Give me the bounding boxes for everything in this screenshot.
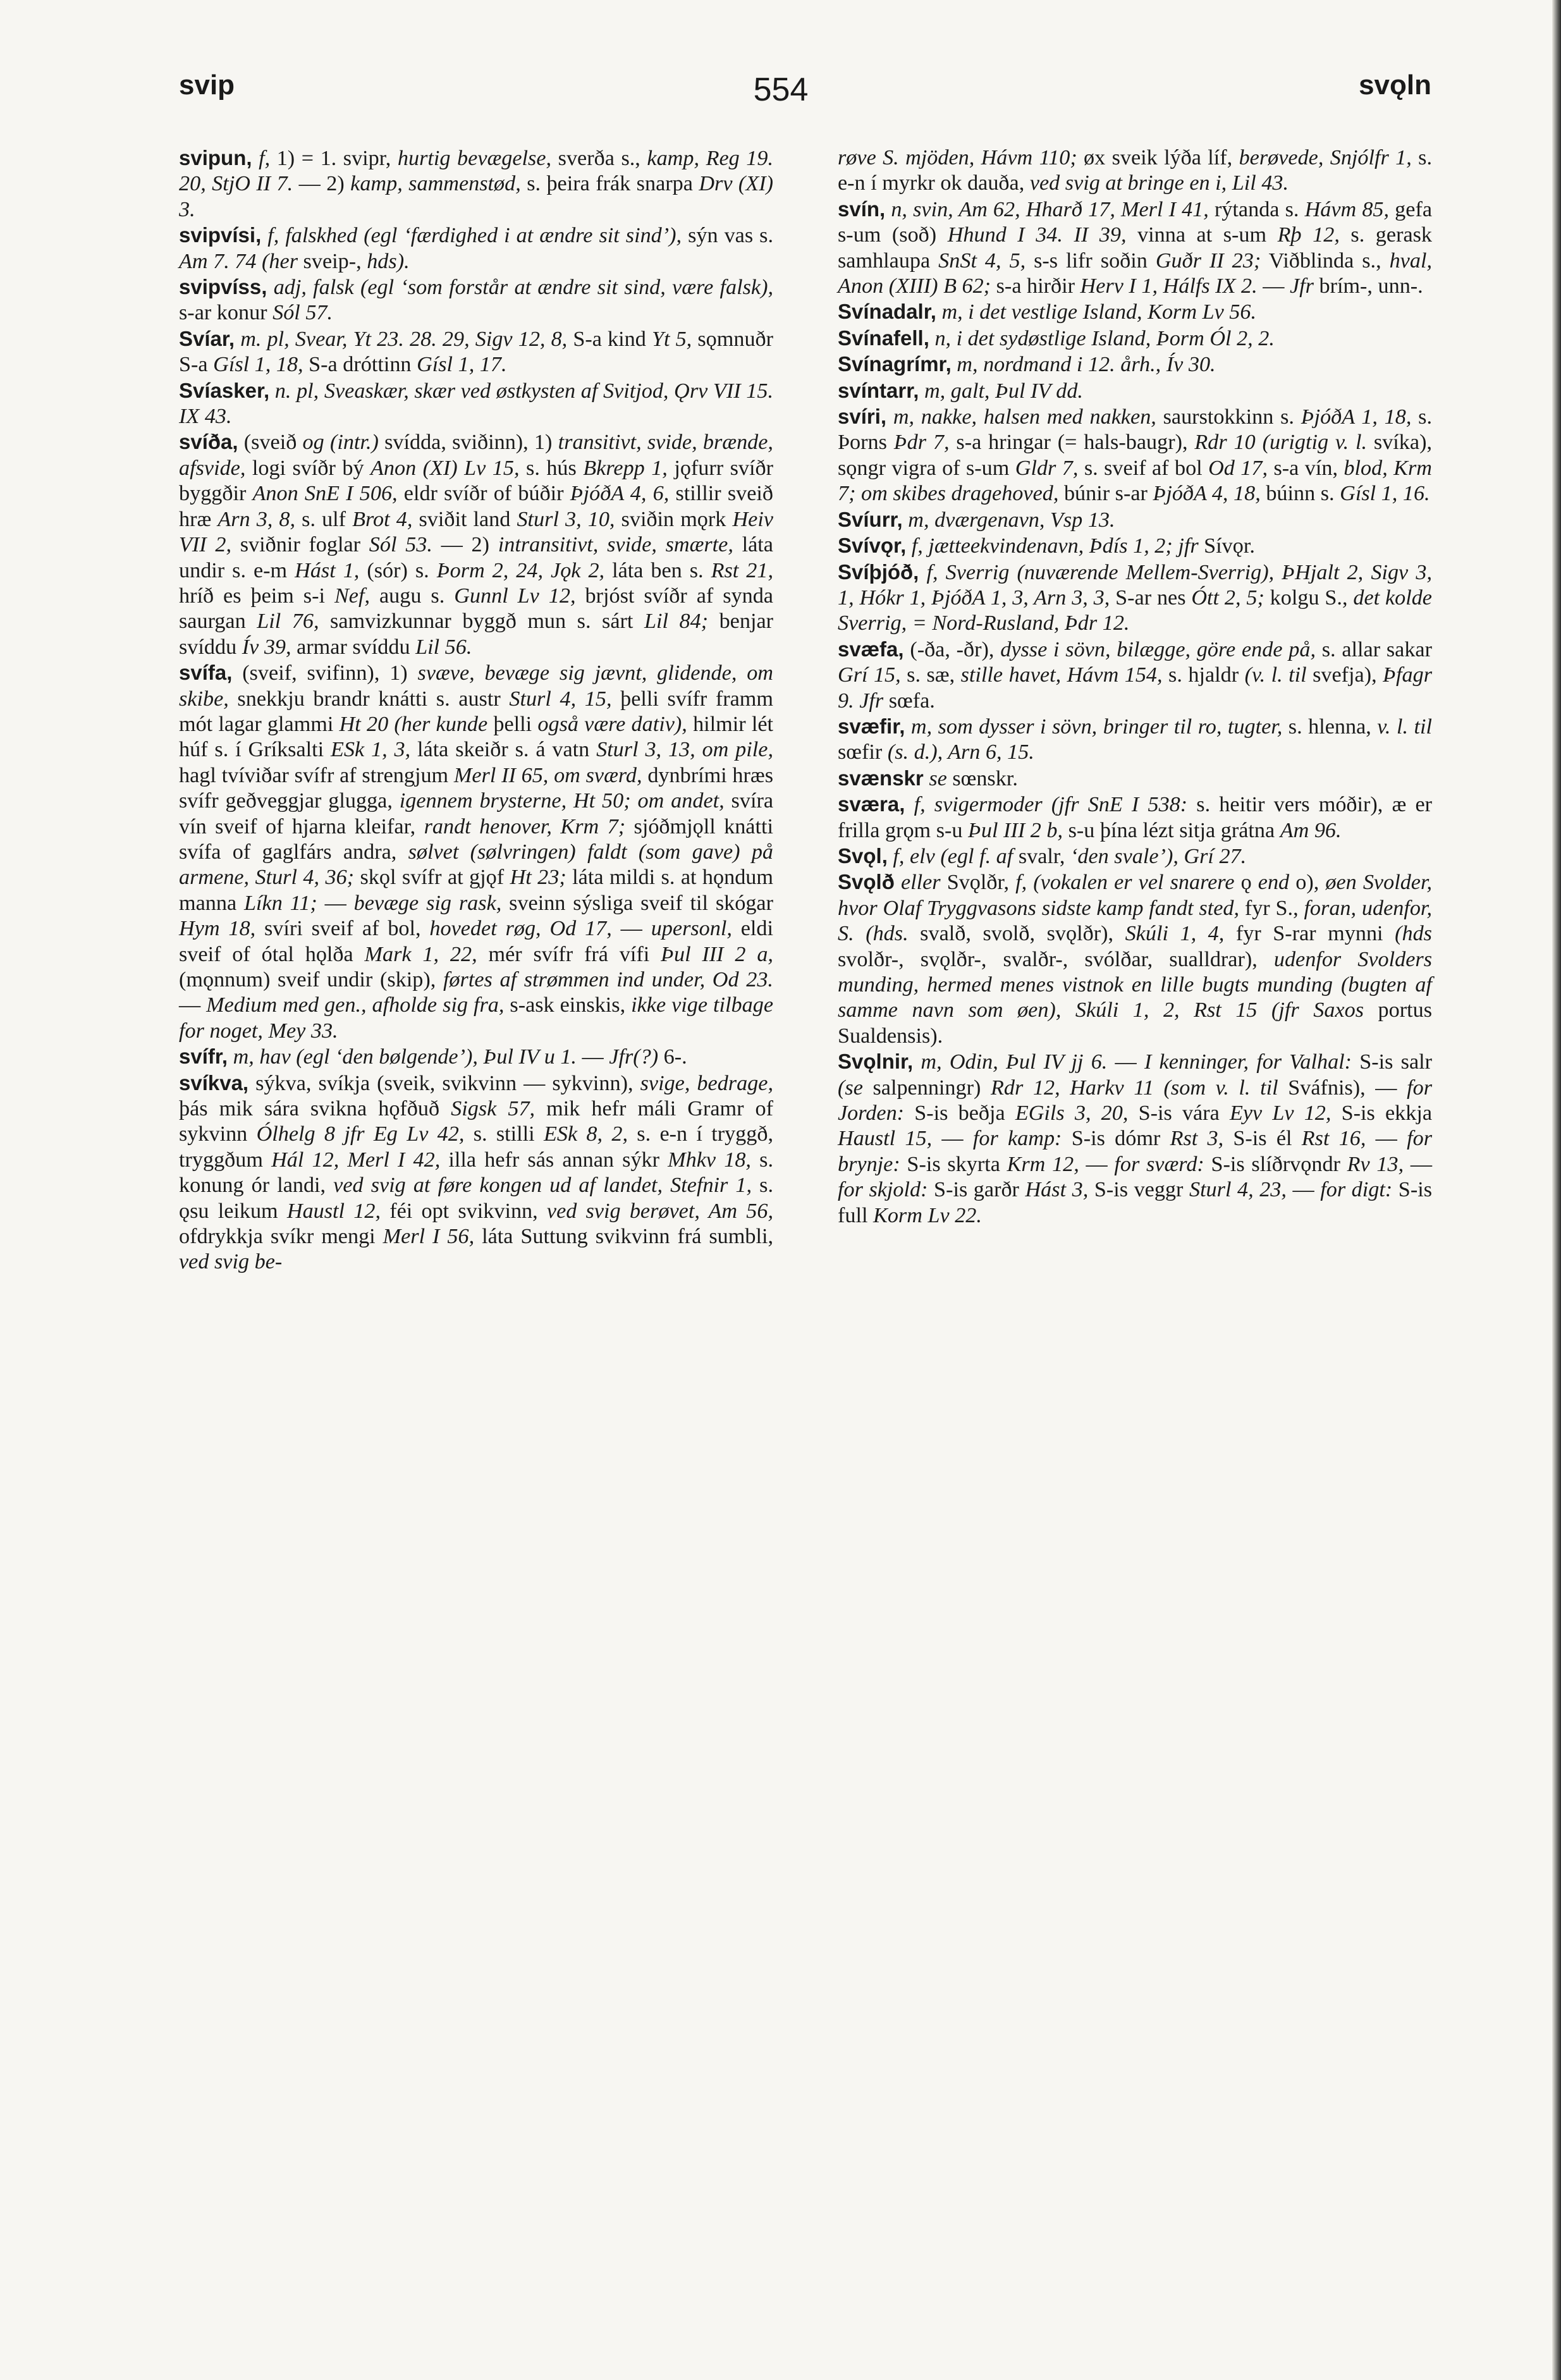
dictionary-entry: Svíþjóð, f, Sverrig (nuværende Mellem-Sverrig), ÞHjalt 2, Sigv 3, 1, Hókr 1, ÞjóðA 1, 3, Arn 3, 3, S-ar nes Ótt 2, 5; kolgu S., det kolde Sverrig, = Nord-Rusland, Þdr 12.: [838, 560, 1432, 635]
dictionary-entry: Svínagrímr, m, nordmand i 12. årh., Ív 30.: [838, 352, 1216, 377]
dictionary-entry: svíkva, sýkva, svíkja (sveik, svikvinn — sykvinn), svige, bedrage, þás mik sára svikna hǫfðuð Sigsk 57, mik hefr máli Gramr of sykvinn Ólhelg 8 jfr Eg Lv 42, s. stilli ESk 8, 2, s. e-n í tryggð, tryggðum Hál 12, Merl I 42, illa hefr sás annan sýkr Mhkv 18, s. konung ór landi, ved svig at føre kongen ud af landet, Stefnir 1, s. ǫsu leikum Haustl 12, féi opt svikvinn, ved svig berøvet, Am 56, ofdrykkja svíkr mengi Merl I 56, láta Suttung svikvinn frá sumbli, ved svig be-: [179, 1070, 774, 1274]
dictionary-entry: svipun, f, 1) = 1. svipr, hurtig bevægelse, sverða s., kamp, Reg 19. 20, StjO II 7. — 2) kamp, sammenstød, s. þeira frák snarpa Drv (XI) 3.: [179, 146, 774, 221]
dictionary-entry: svænskr se sœnskr.: [838, 766, 1018, 790]
dictionary-entry: Svíar, m. pl, Svear, Yt 23. 28. 29, Sigv 12, 8, S-a kind Yt 5, sǫmnuðr S-a Gísl 1, 18, S-a dróttinn Gísl 1, 17.: [179, 326, 774, 377]
dictionary-entry: Svǫlð eller Svǫlðr, f, (vokalen er vel snarere ǫ end o), øen Svolder, hvor Olaf Tryggvasons sidste kamp fandt sted, fyr S., foran, udenfor, S. (hds. svalð, svolð, svǫlðr), Skúli 1, 4, fyr S-rar mynni (hds svolðr-, svǫlðr-, svalðr-, svólðar, sualldrar), udenfor Svolders munding, hermed menes vistnok en lille bugts munding (bugten af samme navn som øen), Skúli 1, 2, Rst 15 (jfr Saxos portus Sualdensis).: [838, 870, 1433, 1048]
dictionary-entry: Svínafell, n, i det sydøstlige Island, Þorm Ól 2, 2.: [838, 326, 1275, 350]
dictionary-entry: Svǫlnir, m, Odin, Þul IV jj 6. — I kenninger, for Valhal: S-is salr (se salpenningr) Rdr 12, Harkv 11 (som v. l. til Sváfnis), — for Jorden: S-is beðja EGils 3, 20, S-is vára Eyv Lv 12, S-is ekkja Haustl 15, — for kamp: S-is dómr Rst 3, S-is él Rst 16, — for brynje: S-is skyrta Krm 12, — for sværd: S-is slíðrvǫndr Rv 13, — for skjold: S-is garðr Hást 3, S-is veggr Sturl 4, 23, — for digt: S-is full Korm Lv 22.: [838, 1050, 1433, 1227]
page-edge: [1552, 0, 1561, 2380]
page-header: [0, 70, 1561, 120]
dictionary-entry: svíða, (sveið og (intr.) svídda, sviðinn), 1) transitivt, svide, brænde, afsvide, logi svíðr bý Anon (XI) Lv 15, s. hús Bkrepp 1, jǫfurr svíðr byggðir Anon SnE I 506, eldr svíðr of búðir ÞjóðA 4, 6, stillir sveið hræ Arn 3, 8, s. ulf Brot 4, sviðit land Sturl 3, 10, sviðin mǫrk Heiv VII 2, sviðnir foglar Sól 53. — 2) intransitivt, svide, smærte, láta undir s. e-m Hást 1, (sór) s. Þorm 2, 24, Jǫk 2, láta ben s. Rst 21, hríð es þeim s-i Nef, augu s. Gunnl Lv 12, brjóst svíðr af synda saurgan Lil 76, samvizkunnar byggð mun s. sárt Lil 84; benjar svíddu Ív 39, armar svíddu Lil 56.: [179, 430, 774, 659]
dictionary-entry: svífr, m, hav (egl ‘den bølgende’), Þul IV u 1. — Jfr(?) 6-.: [179, 1045, 687, 1069]
dictionary-entry: svíntarr, m, galt, Þul IV dd.: [838, 378, 1083, 403]
dictionary-entry: sværa, f, svigermoder (jfr SnE I 538: s. heitir vers móðir), æ er frilla grǫm s-u Þul III 2 b, s-u þína lézt sitja grátna Am 96.: [838, 792, 1432, 842]
header-last-word: svǫln: [1359, 70, 1431, 101]
dictionary-entry: svæfir, m, som dysser i sövn, bringer til ro, tugter, s. hlenna, v. l. til sœfir (s. d.), Arn 6, 15.: [838, 714, 1432, 764]
dictionary-entry: Svíasker, n. pl, Sveaskær, skær ved østkysten af Svitjod, Ǫrv VII 15. IX 43.: [179, 378, 773, 429]
dictionary-entry: Svǫl, f, elv (egl f. af svalr, ‘den svale’), Grí 27.: [838, 843, 1247, 868]
dictionary-entry: svín, n, svin, Am 62, Hharð 17, Merl I 41, rýtanda s. Hávm 85, gefa s-um (soð) Hhund I 34. II 39, vinna at s-um Rþ 12, s. gerask samhlaupa SnSt 4, 5, s-s lifr soðin Guðr II 23; Viðblinda s., hval, Anon (XIII) B 62; s-a hirðir Herv I 1, Hálfs IX 2. — Jfr brím-, unn-.: [838, 197, 1433, 298]
dictionary-entry: røve S. mjöden, Hávm 110; øx sveik lýða líf, berøvede, Snjólfr 1, s. e-n í myrkr ok dauða, ved svig at bringe en i, Lil 43.: [838, 146, 1432, 195]
dictionary-entry: Svínadalr, m, i det vestlige Island, Korm Lv 56.: [838, 300, 1257, 324]
dictionary-entry: Svíurr, m, dværgenavn, Vsp 13.: [838, 507, 1115, 532]
header-first-word: svip: [179, 70, 235, 101]
dictionary-entry: svífa, (sveif, svifinn), 1) svæve, bevæge sig jævnt, glidende, om skibe, snekkju brandr knátti s. austr Sturl 4, 15, þelli svífr framm mót lagar glammi Ht 20 (her kunde þelli også være dativ), hilmir lét húf s. í Gríksalti ESk 1, 3, láta skeiðr s. á vatn Sturl 3, 13, om pile, hagl tvíviðar svífr af strengjum Merl II 65, om sværd, dynbrími hræs svífr geðveggjar glugga, igennem brysterne, Ht 50; om andet, svíra vín sveif of hjarna kleifar, randt henover, Krm 7; sjóðmjǫll knátti svífa of gaglfárs andra, sølvet (sølvringen) faldt (som gave) på armene, Sturl 4, 36; skǫl svífr at gjǫf Ht 23; láta mildi s. at hǫndum manna Líkn 11; — bevæge sig rask, sveinn sýsliga sveif til skógar Hym 18, svíri sveif af bol, hovedet røg, Od 17, — upersonl, eldi sveif of ótal hǫlða Mark 1, 22, mér svífr frá vífi Þul III 2 a, (mǫnnum) sveif undir (skip), førtes af strømmen ind under, Od 23. — Medium med gen., afholde sig fra, s-ask einskis, ikke vige tilbage for noget, Mey 33.: [179, 661, 774, 1043]
right-column: [838, 145, 1432, 1229]
dictionary-entry: svipvíss, adj, falsk (egl ‘som forstår at ændre sit sind, være falsk), s-ar konur Sól 57.: [179, 275, 773, 325]
left-column: [179, 145, 773, 1275]
dictionary-entry: svipvísi, f, falskhed (egl ‘færdighed i at ændre sit sind’), sýn vas s. Am 7. 74 (her sveip-, hds).: [179, 223, 774, 273]
dictionary-entry: Svívǫr, f, jætteekvindenavn, Þdís 1, 2; jfr Sívǫr.: [838, 534, 1255, 558]
page-number: 554: [753, 71, 809, 108]
dictionary-entry: svæfa, (-ða, -ðr), dysse i sövn, bilægge, göre ende på, s. allar sakar Grí 15, s. sæ, stille havet, Hávm 154, s. hjaldr (v. l. til svefja), Þfagr 9. Jfr sœfa.: [838, 637, 1432, 713]
dictionary-entry: svíri, m, nakke, halsen med nakken, saurstokkinn s. ÞjóðA 1, 18, s. Þorns Þdr 7, s-a hringar (= hals-baugr), Rdr 10 (urigtig v. l. svíka), sǫngr vigra of s-um Gldr 7, s. sveif af bol Od 17, s-a vín, blod, Krm 7; om skibes dragehoved, búnir s-ar ÞjóðA 4, 18, búinn s. Gísl 1, 16.: [838, 405, 1433, 506]
